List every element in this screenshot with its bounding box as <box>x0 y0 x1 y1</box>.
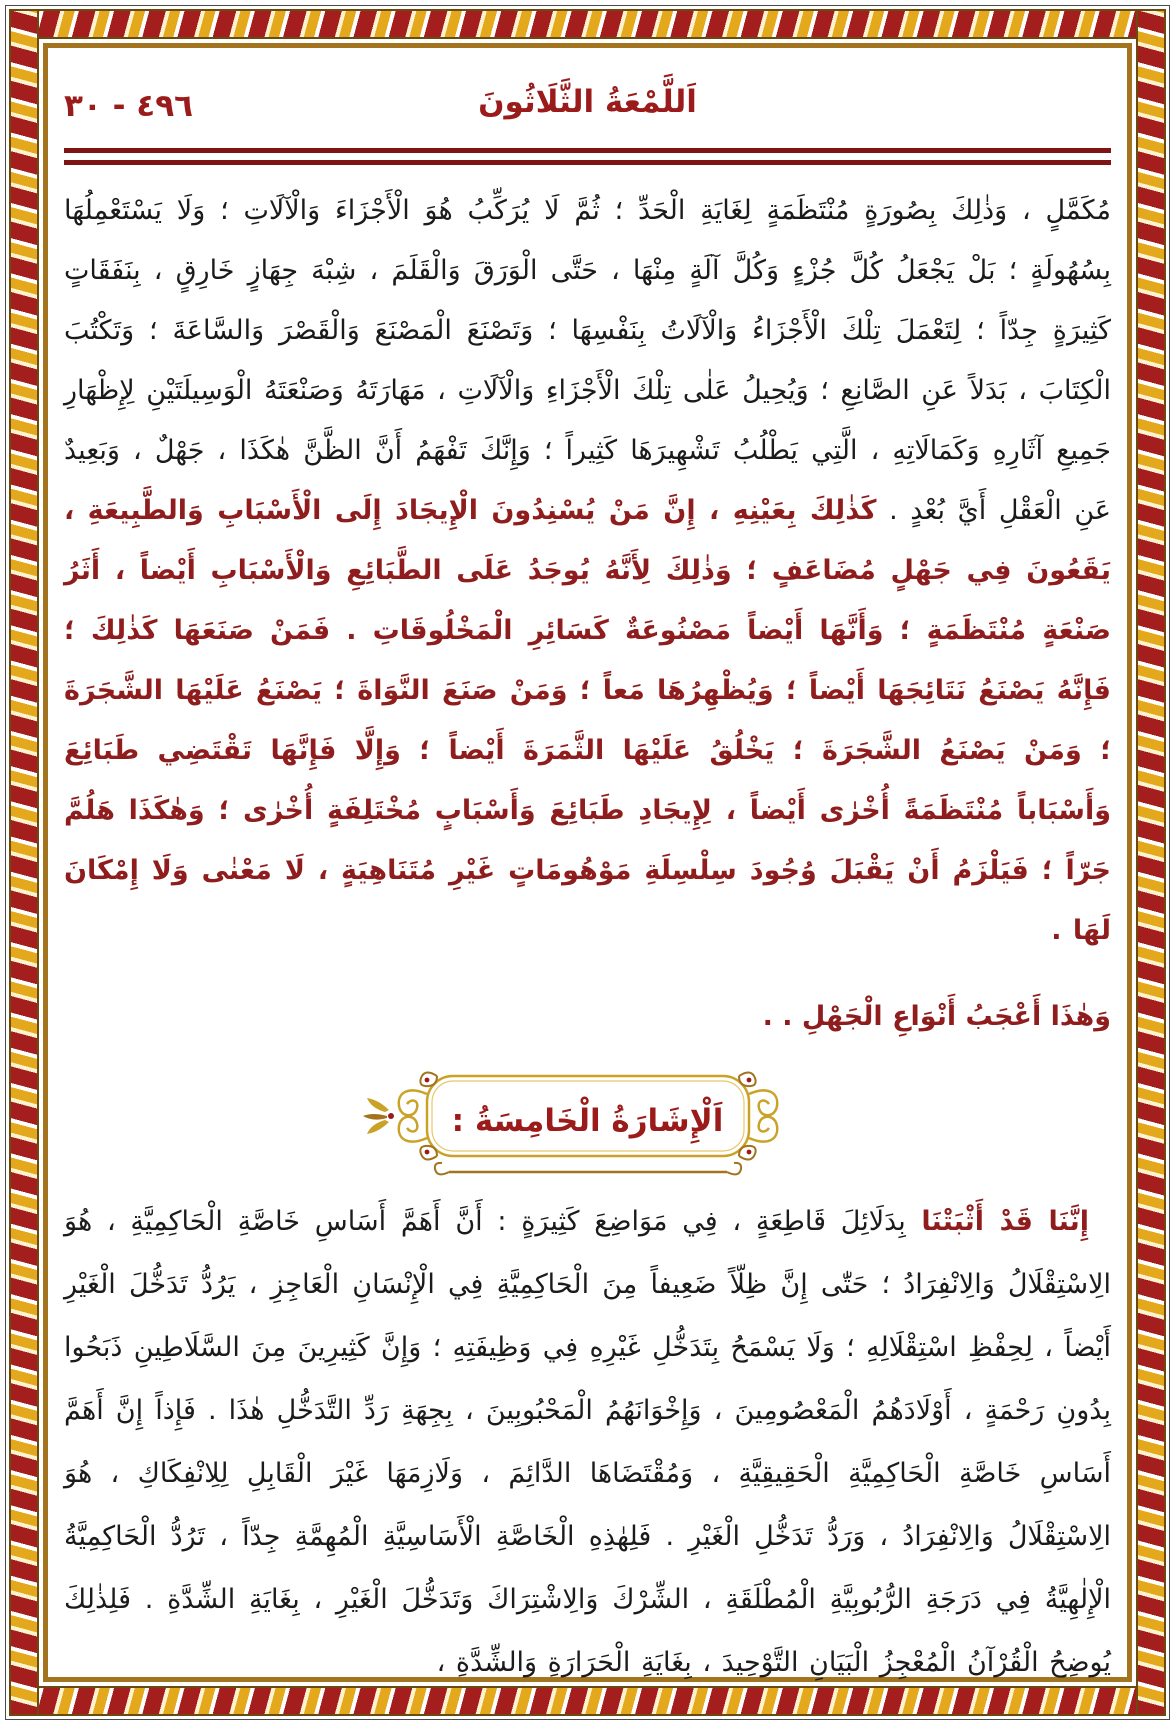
section-ornament <box>353 1060 823 1182</box>
page-content <box>64 58 1111 1678</box>
paragraph-2 <box>64 1190 1111 1694</box>
page-title: اَللَّمْعَةُ الثَّلَاثُونَ <box>478 84 697 120</box>
paragraph-1-closing-line: وَهٰذَا أَعْجَبُ أَنْوَاعِ الْجَهْلِ . . <box>762 1001 1111 1032</box>
section-heading: اَلْإِشَارَةُ الْخَامِسَةُ : <box>451 1103 724 1139</box>
chain-border-left <box>9 9 39 1716</box>
paragraph-2-red-text: إِنَّنَا قَدْ أَثْبَتْنَا <box>905 1206 1090 1237</box>
chain-border-top <box>9 9 1166 39</box>
paragraph-1-red-text: كَذٰلِكَ بِعَيْنِهِ ، إِنَّ مَنْ يُسْنِدُونَ الْإِيجَادَ إِلَى الْأَسْبَابِ وَالطَّبِيعَةِ ، يَقَعُونَ فِي جَهْلٍ مُضَاعَفٍ ؛ وَذٰلِكَ لِأَنَّهُ يُوجَدُ عَلَى الطَّبَائِعِ وَالْأَسْبَابِ أَيْضاً ، أَثَرُ صَنْعَةٍ مُنْتَظَمَةٍ ؛ وَأَنَّهَا أَيْضاً مَصْنُوعَةٌ كَسَائِرِ الْمَخْلُوقَاتِ . فَمَنْ صَنَعَهَا كَذٰلِكَ ؛ فَإِنَّهُ يَصْنَعُ نَتَائِجَهَا أَيْضاً ؛ وَيُظْهِرُهَا مَعاً ؛ وَمَنْ صَنَعَ النَّوَاةَ ؛ يَصْنَعُ عَلَيْهَا الشَّجَرَةَ ؛ وَمَنْ يَصْنَعُ الشَّجَرَةَ ؛ يَخْلُقُ عَلَيْهَا الثَّمَرَةَ أَيْضاً ؛ وَإِلَّا فَإِنَّهَا تَقْتَضِي طَبَائِعَ وَأَسْبَاباً مُنْتَظَمَةً أُخْرٰى أَيْضاً ، لِإِيجَادِ طَبَائِعَ وَأَسْبَابٍ مُخْتَلِفَةٍ أُخْرٰى ؛ وَهٰكَذَا هَلُمَّ جَرّاً ؛ فَيَلْزَمُ أَنْ يَقْبَلَ وُجُودَ سِلْسِلَةِ مَوْهُومَاتٍ غَيْرِ مُتَنَاهِيَةٍ ، لَا مَعْنٰى وَلَا إِمْكَانَ لَهَا . <box>64 495 1111 946</box>
paragraph-2-black-text: بِدَلَائِلَ قَاطِعَةٍ ، فِي مَوَاضِعَ كَثِيرَةٍ : أَنَّ أَهَمَّ أَسَاسِ خَاصَّةِ الْحَاكِمِيَّةِ ، هُوَ الِاسْتِقْلَالُ وَالِانْفِرَادُ ؛ حَتّٰى إِنَّ ظِلّاً ضَعِيفاً مِنَ الْحَاكِمِيَّةِ فِي الْإِنْسَانِ الْعَاجِزِ ، يَرُدُّ تَدَخُّلَ الْغَيْرِ أَيْضاً ، لِحِفْظِ اسْتِقْلَالِهِ ؛ وَلَا يَسْمَحُ بِتَدَخُّلِ غَيْرِهِ فِي وَظِيفَتِهِ ؛ وَإِنَّ كَثِيرِينَ مِنَ السَّلَاطِينِ ذَبَحُوا بِدُونِ رَحْمَةٍ ، أَوْلَادَهُمُ الْمَعْصُومِينَ ، وَإِخْوَانَهُمُ الْمَحْبُوبِينَ ، بِجِهَةِ رَدِّ التَّدَخُّلِ هٰذَا . فَإِذاً إِنَّ أَهَمَّ أَسَاسِ خَاصَّةِ الْحَاكِمِيَّةِ الْحَقِيقِيَّةِ ، وَمُقْتَضَاهَا الدَّائِمَ ، وَلَازِمَهَا غَيْرَ الْقَابِلِ لِلِانْفِكَاكِ ، هُوَ الِاسْتِقْلَالُ وَالِانْفِرَادُ ، وَرَدُّ تَدَخُّلِ الْغَيْرِ . فَلِهٰذِهِ الْخَاصَّةِ الْأَسَاسِيَّةِ الْمُهِمَّةِ جِدّاً ، تَرُدُّ الْحَاكِمِيَّةُ الْإِلٰهِيَّةُ فِي دَرَجَةِ الرُّبُوبِيَّةِ الْمُطْلَقَةِ ، الشِّرْكَ وَالِاشْتِرَاكَ وَتَدَخُّلَ الْغَيْرِ ، بِغَايَةِ الشِّدَّةِ . فَلِذٰلِكَ يُوضِحُ الْقُرْآنُ الْمُعْجِزُ الْبَيَانِ التَّوْحِيدَ ، بِغَايَةِ الْحَرَارَةِ وَالشِّدَّةِ ، <box>64 1206 1111 1678</box>
page-header <box>64 84 1111 136</box>
header-divider <box>64 148 1111 165</box>
chain-border-right <box>1136 9 1166 1716</box>
paragraph-1-black-text: مُكَمَّلٍ ، وَذٰلِكَ بِصُورَةٍ مُنْتَظَمَةٍ لِغَايَةِ الْحَدِّ ؛ ثُمَّ لَا يُرَكِّبُ هُوَ الْأَجْزَاءَ وَالْآلَاتِ ؛ وَلَا يَسْتَعْمِلُهَا بِسُهُولَةٍ ؛ بَلْ يَجْعَلُ كُلَّ جُزْءٍ وَكُلَّ آلَةٍ مِنْهَا ، حَتَّى الْوَرَقَ وَالْقَلَمَ ، شِبْهَ جِهَازٍ خَارِقٍ ، بِنَفَقَاتٍ كَثِيرَةٍ جِدّاً ؛ لِتَعْمَلَ تِلْكَ الْأَجْزَاءُ وَالْآلَاتُ بِنَفْسِهَا ؛ وَتَصْنَعَ الْمَصْنَعَ وَالْقَصْرَ وَالسَّاعَةَ ؛ وَتَكْتُبَ الْكِتَابَ ، بَدَلاً عَنِ الصَّانِعِ ؛ وَيُحِيلُ عَلٰى تِلْكَ الْأَجْزَاءِ وَالْآلَاتِ ، مَهَارَتَهُ وَصَنْعَتَهُ الْوَسِيلَتَيْنِ لِإِظْهَارِ جَمِيعِ آثَارِهِ وَكَمَالَاتِهِ ، الَّتِي يَطْلُبُ تَشْهِيرَهَا كَثِيراً ؛ وَإِنَّكَ تَفْهَمُ أَنَّ الظَّنَّ هٰكَذَا ، جَهْلٌ ، وَبَعِيدٌ عَنِ الْعَقْلِ أَيَّ بُعْدٍ . <box>64 195 1111 526</box>
paragraph-1 <box>64 181 1111 961</box>
page-number: ٤٩٦ - ٣٠ <box>64 88 194 124</box>
